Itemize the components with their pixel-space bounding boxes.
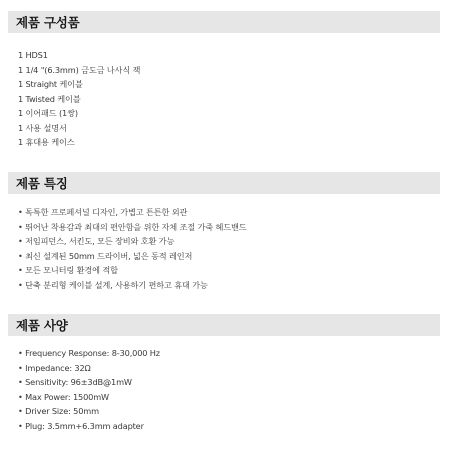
list-item: 1 휴대용 케이스	[18, 137, 75, 147]
list-item: • Max Power: 1500mW	[18, 391, 109, 402]
list-item: 1 사용 설명서	[18, 122, 67, 133]
section-header-specs	[8, 314, 440, 336]
components-list	[18, 48, 140, 150]
list-item: 1 Straight 케이블	[18, 79, 83, 89]
section-title-components: 제품 구성품	[16, 15, 80, 30]
list-item: • 최신 설계된 50mm 드라이버, 넓은 동적 레인저	[18, 250, 193, 261]
section-header-components	[8, 11, 440, 33]
section-title-features: 제품 특징	[16, 176, 68, 191]
list-item: • Frequency Response: 8-30,000 Hz	[18, 348, 160, 358]
specs-list	[18, 346, 160, 433]
list-item: • 저임피던스, 서킨도, 모든 장비와 호환 가능	[18, 236, 175, 247]
section-title-specs: 제품 사양	[16, 318, 68, 333]
list-item: 1 Twisted 케이블	[18, 93, 81, 104]
list-item: • Sensitivity: 96±3dB@1mW	[18, 377, 132, 387]
list-item: • 단축 분리형 케이블 설계, 사용하기 편하고 휴대 가능	[18, 279, 208, 290]
features-list	[18, 205, 247, 293]
section-header-features	[8, 172, 440, 194]
list-item: • 뛰어난 착용감과 최대의 편안함을 위한 자체 조절 가죽 헤드밴드	[18, 221, 247, 232]
list-item: • 독특한 프로페셔널 디자인, 가볍고 튼튼한 외관	[18, 207, 188, 217]
list-item: 1 이어패드 (1쌍)	[18, 108, 78, 118]
list-item: 1 HDS1	[18, 50, 48, 60]
list-item: 1 1/4 "(6.3mm) 금도금 나사식 잭	[18, 64, 141, 75]
list-item: • 모든 모니터링 환경에 적합	[18, 265, 118, 276]
list-item: • Driver Size: 50mm	[18, 406, 99, 416]
list-item: • Impedance: 32Ω	[18, 362, 91, 373]
list-item: • Plug: 3.5mm+6.3mm adapter	[18, 420, 144, 431]
